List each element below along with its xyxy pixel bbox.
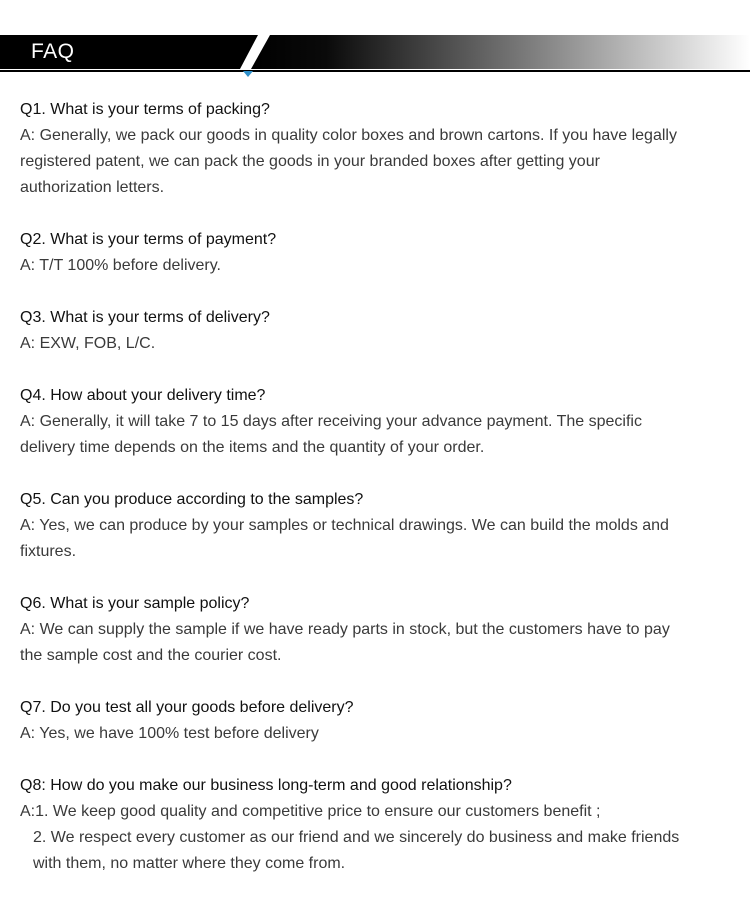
accent-tick <box>243 71 253 77</box>
answer <box>20 331 720 357</box>
answer-line: fixtures. <box>20 543 77 560</box>
faq-item-4 <box>20 383 720 461</box>
answer-line: delivery time depends on the items and the quantity of your order. <box>20 439 485 456</box>
answer-line: A: EXW, FOB, L/C. <box>20 335 156 352</box>
faq-list <box>20 97 720 903</box>
faq-item-5 <box>20 487 720 565</box>
faq-title: FAQ <box>31 40 75 63</box>
answer-line: A: We can supply the sample if we have ready parts in stock, but the customers have to pay <box>20 621 670 638</box>
faq-item-8 <box>20 773 720 877</box>
faq-item-3 <box>20 305 720 357</box>
answer-line: registered patent, we can pack the goods in your branded boxes after getting your <box>20 153 600 170</box>
question: Q1. What is your terms of packing? <box>20 101 270 118</box>
answer-line: 2. We respect every customer as our friend and we sincerely do business and make friends <box>33 829 680 846</box>
question: Q2. What is your terms of payment? <box>20 231 277 248</box>
answer-line: A: Yes, we have 100% test before delivery <box>20 725 319 742</box>
answer-line: A: Yes, we can produce by your samples or technical drawings. We can build the molds and <box>20 517 669 534</box>
answer-line: with them, no matter where they come from. <box>33 855 346 872</box>
answer <box>20 799 720 877</box>
question: Q7. Do you test all your goods before delivery? <box>20 699 354 716</box>
question: Q6. What is your sample policy? <box>20 595 250 612</box>
question: Q5. Can you produce according to the samples? <box>20 491 364 508</box>
answer <box>20 721 720 747</box>
fade-block <box>251 35 750 69</box>
question: Q8: How do you make our business long-term and good relationship? <box>20 777 512 794</box>
answer <box>20 123 720 201</box>
header-rule <box>0 70 750 72</box>
answer-line: authorization letters. <box>20 179 165 196</box>
faq-header-banner <box>0 35 750 73</box>
answer-line: A: Generally, we pack our goods in quality color boxes and brown cartons. If you have legally <box>20 127 677 144</box>
faq-item-2 <box>20 227 720 279</box>
answer <box>20 617 720 669</box>
question: Q3. What is your terms of delivery? <box>20 309 270 326</box>
faq-item-7 <box>20 695 720 747</box>
answer-line: the sample cost and the courier cost. <box>20 647 282 664</box>
faq-item-1 <box>20 97 720 201</box>
question: Q4. How about your delivery time? <box>20 387 266 404</box>
answer-line: A: Generally, it will take 7 to 15 days after receiving your advance payment. The specific <box>20 413 642 430</box>
answer <box>20 253 720 279</box>
header-graphic <box>0 35 750 79</box>
answer <box>20 409 720 461</box>
answer-line: A:1. We keep good quality and competitive price to ensure our customers benefit ; <box>20 803 601 820</box>
faq-item-6 <box>20 591 720 669</box>
answer <box>20 513 720 565</box>
answer-line: A: T/T 100% before delivery. <box>20 257 221 274</box>
